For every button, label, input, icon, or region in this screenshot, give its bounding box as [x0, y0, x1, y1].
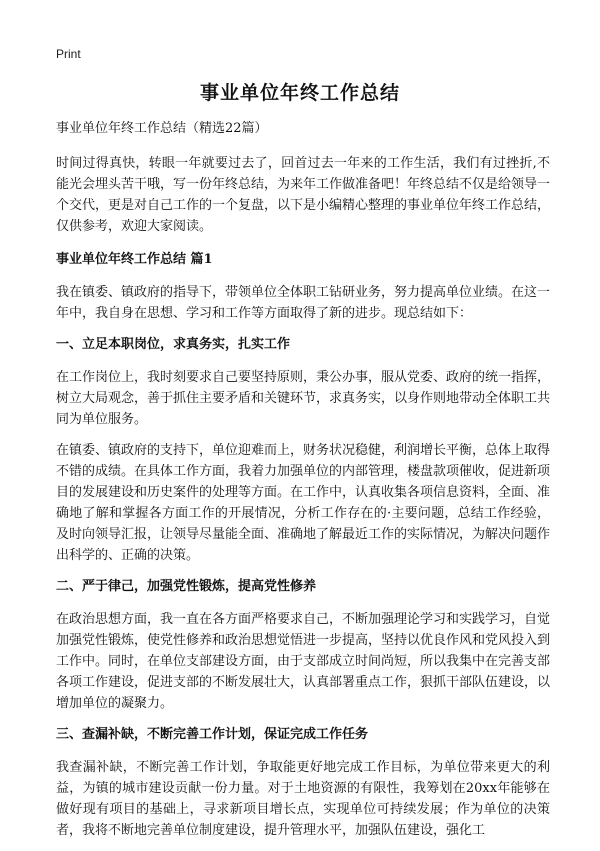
- paragraph-1: 在工作岗位上，我时刻要求自己要坚持原则，秉公办事，服从党委、政府的统一指挥，树立大局观念，善于抓住主要矛盾和关键环节，求真务实，以身作则地带动全体职工共同为单位服务。: [56, 370, 551, 427]
- paragraph-3: 在政治思想方面，我一直在各方面严格要求自己，不断加强理论学习和实践学习，自觉加强党性锻炼，使党性修养和政治思想觉悟进一步提高，坚持以优良作风和党风投入到工作中。同时，在单位支部建设方面，由于支部成立时间尚短，所以我集中在完善支部各项工作建设，促进支部的不断发展壮大，认真部署重点工作，狠抓干部队伍建设，以增加单位的凝聚力。: [56, 612, 551, 711]
- heading-2: 二、严于律己，加强党性锻炼，提高党性修养: [56, 579, 317, 594]
- document-subtitle: 事业单位年终工作总结（精选22篇）: [56, 121, 268, 136]
- paragraph-4: 我查漏补缺，不断完善工作计划，争取能更好地完成工作目标，为单位带来更大的利益，为镇的城市建设贡献一份力量。对于土地资源的有限性，我筹划在20xx年能够在做好现有项目的基础上，寻求新项目增长点，实现单位可持续发展；作为单位的决策者，我将不断地完善单位制度建设，提升管理水平，加强队伍建设，强化工: [56, 760, 550, 838]
- section-title: 事业单位年终工作总结 篇1: [56, 252, 213, 267]
- section-intro-paragraph: 我在镇委、镇政府的指导下，带领单位全体职工钻研业务，努力提高单位业绩。在这一年中，我自身在思想、学习和工作等方面取得了新的进步。现总结如下：: [56, 285, 551, 321]
- heading-1: 一、立足本职岗位，求真务实，扎实工作: [56, 337, 291, 352]
- document-body: [56, 118, 550, 851]
- document-title: 事业单位年终工作总结: [199, 82, 400, 104]
- print-link[interactable]: Print: [56, 47, 81, 61]
- intro-paragraph: 时间过得真快，转眼一年就要过去了，回首过去一年来的工作生活，我们有过挫折,不能光会埋头苦干哦，写一份年终总结，为来年工作做准备吧！年终总结不仅是给领导一个交代，更是对自己工作的一个复盘，以下是小编精心整理的事业单位年终工作总结，仅供参考，欢迎大家阅读。: [56, 156, 551, 234]
- heading-3: 三、查漏补缺，不断完善工作计划，保证完成工作任务: [56, 727, 369, 742]
- paragraph-2: 在镇委、镇政府的支持下，单位迎难而上，财务状况稳健，利润增长平衡，总体上取得不错的成绩。在具体工作方面，我着力加强单位的内部管理，楼盘款项催收，促进新项目的发展建设和历史案件的处理等方面。在工作中，认真收集各项信息资料，全面、准确地了解和掌握各方面工作的开展情况，分析工作存在的·主要问题，总结工作经验，及时向领导汇报，让领导尽量能全面、准确地了解最近工作的实际情况，为解决问题作出科学的、正确的决策。: [56, 443, 551, 563]
